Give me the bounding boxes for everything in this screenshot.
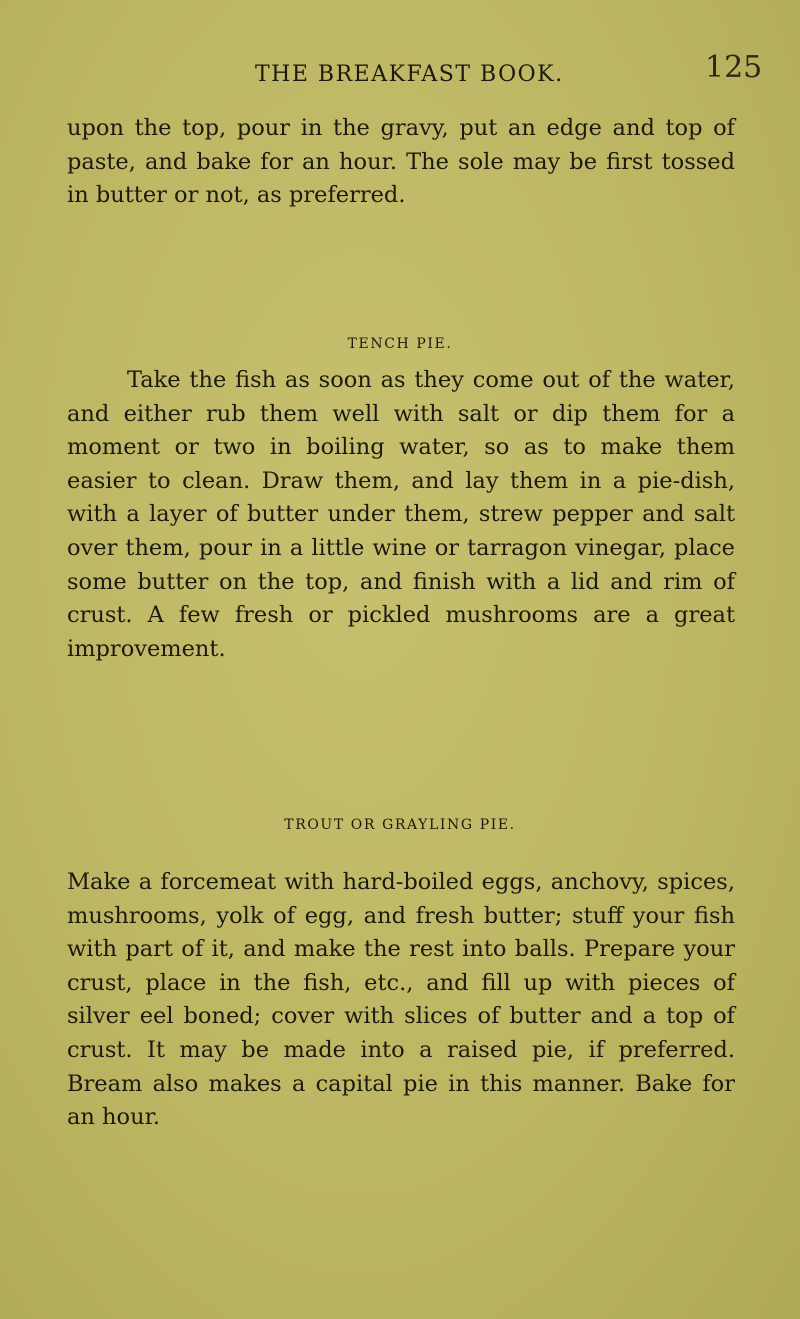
paragraph-intro: upon the top, pour in the gravy, put an edge and top of paste, and bake for an hour. The sole may be first tossed in butter or not, as preferred.: [67, 115, 735, 209]
heading-tench-pie: TENCH PIE.: [347, 336, 453, 352]
paragraph-tench-pie: Take the fish as soon as they come out of the water, and either rub them well with salt or dip them for a moment or two in boiling water, so as to make them easier to clean. Draw them, and lay them in a pie-dish, with a layer of butter under them, strew pepper and salt over them, pour in a little wine or tarragon vinegar, place some butter on the top, and finish with a lid and rim of crust. A few fresh or pickled mushrooms are a great improvement.: [67, 367, 735, 662]
paragraph-trout-pie: Make a forcemeat with hard-boiled eggs, anchovy, spices, mushrooms, yolk of egg, and fresh butter; stuff your fish with part of it, and make the rest into balls. Prepare your crust, place in the fish, etc., and fill up with pieces of silver eel boned; cover with slices of butter and a top of crust. It may be made into a raised pie, if preferred. Bream also makes a capital pie in this manner. Bake for an hour.: [67, 869, 735, 1131]
running-title: THE BREAKFAST BOOK.: [255, 62, 564, 87]
page-number: 125: [705, 50, 763, 85]
heading-trout-pie: TROUT OR GRAYLING PIE.: [284, 817, 516, 833]
running-head: [0, 50, 800, 98]
